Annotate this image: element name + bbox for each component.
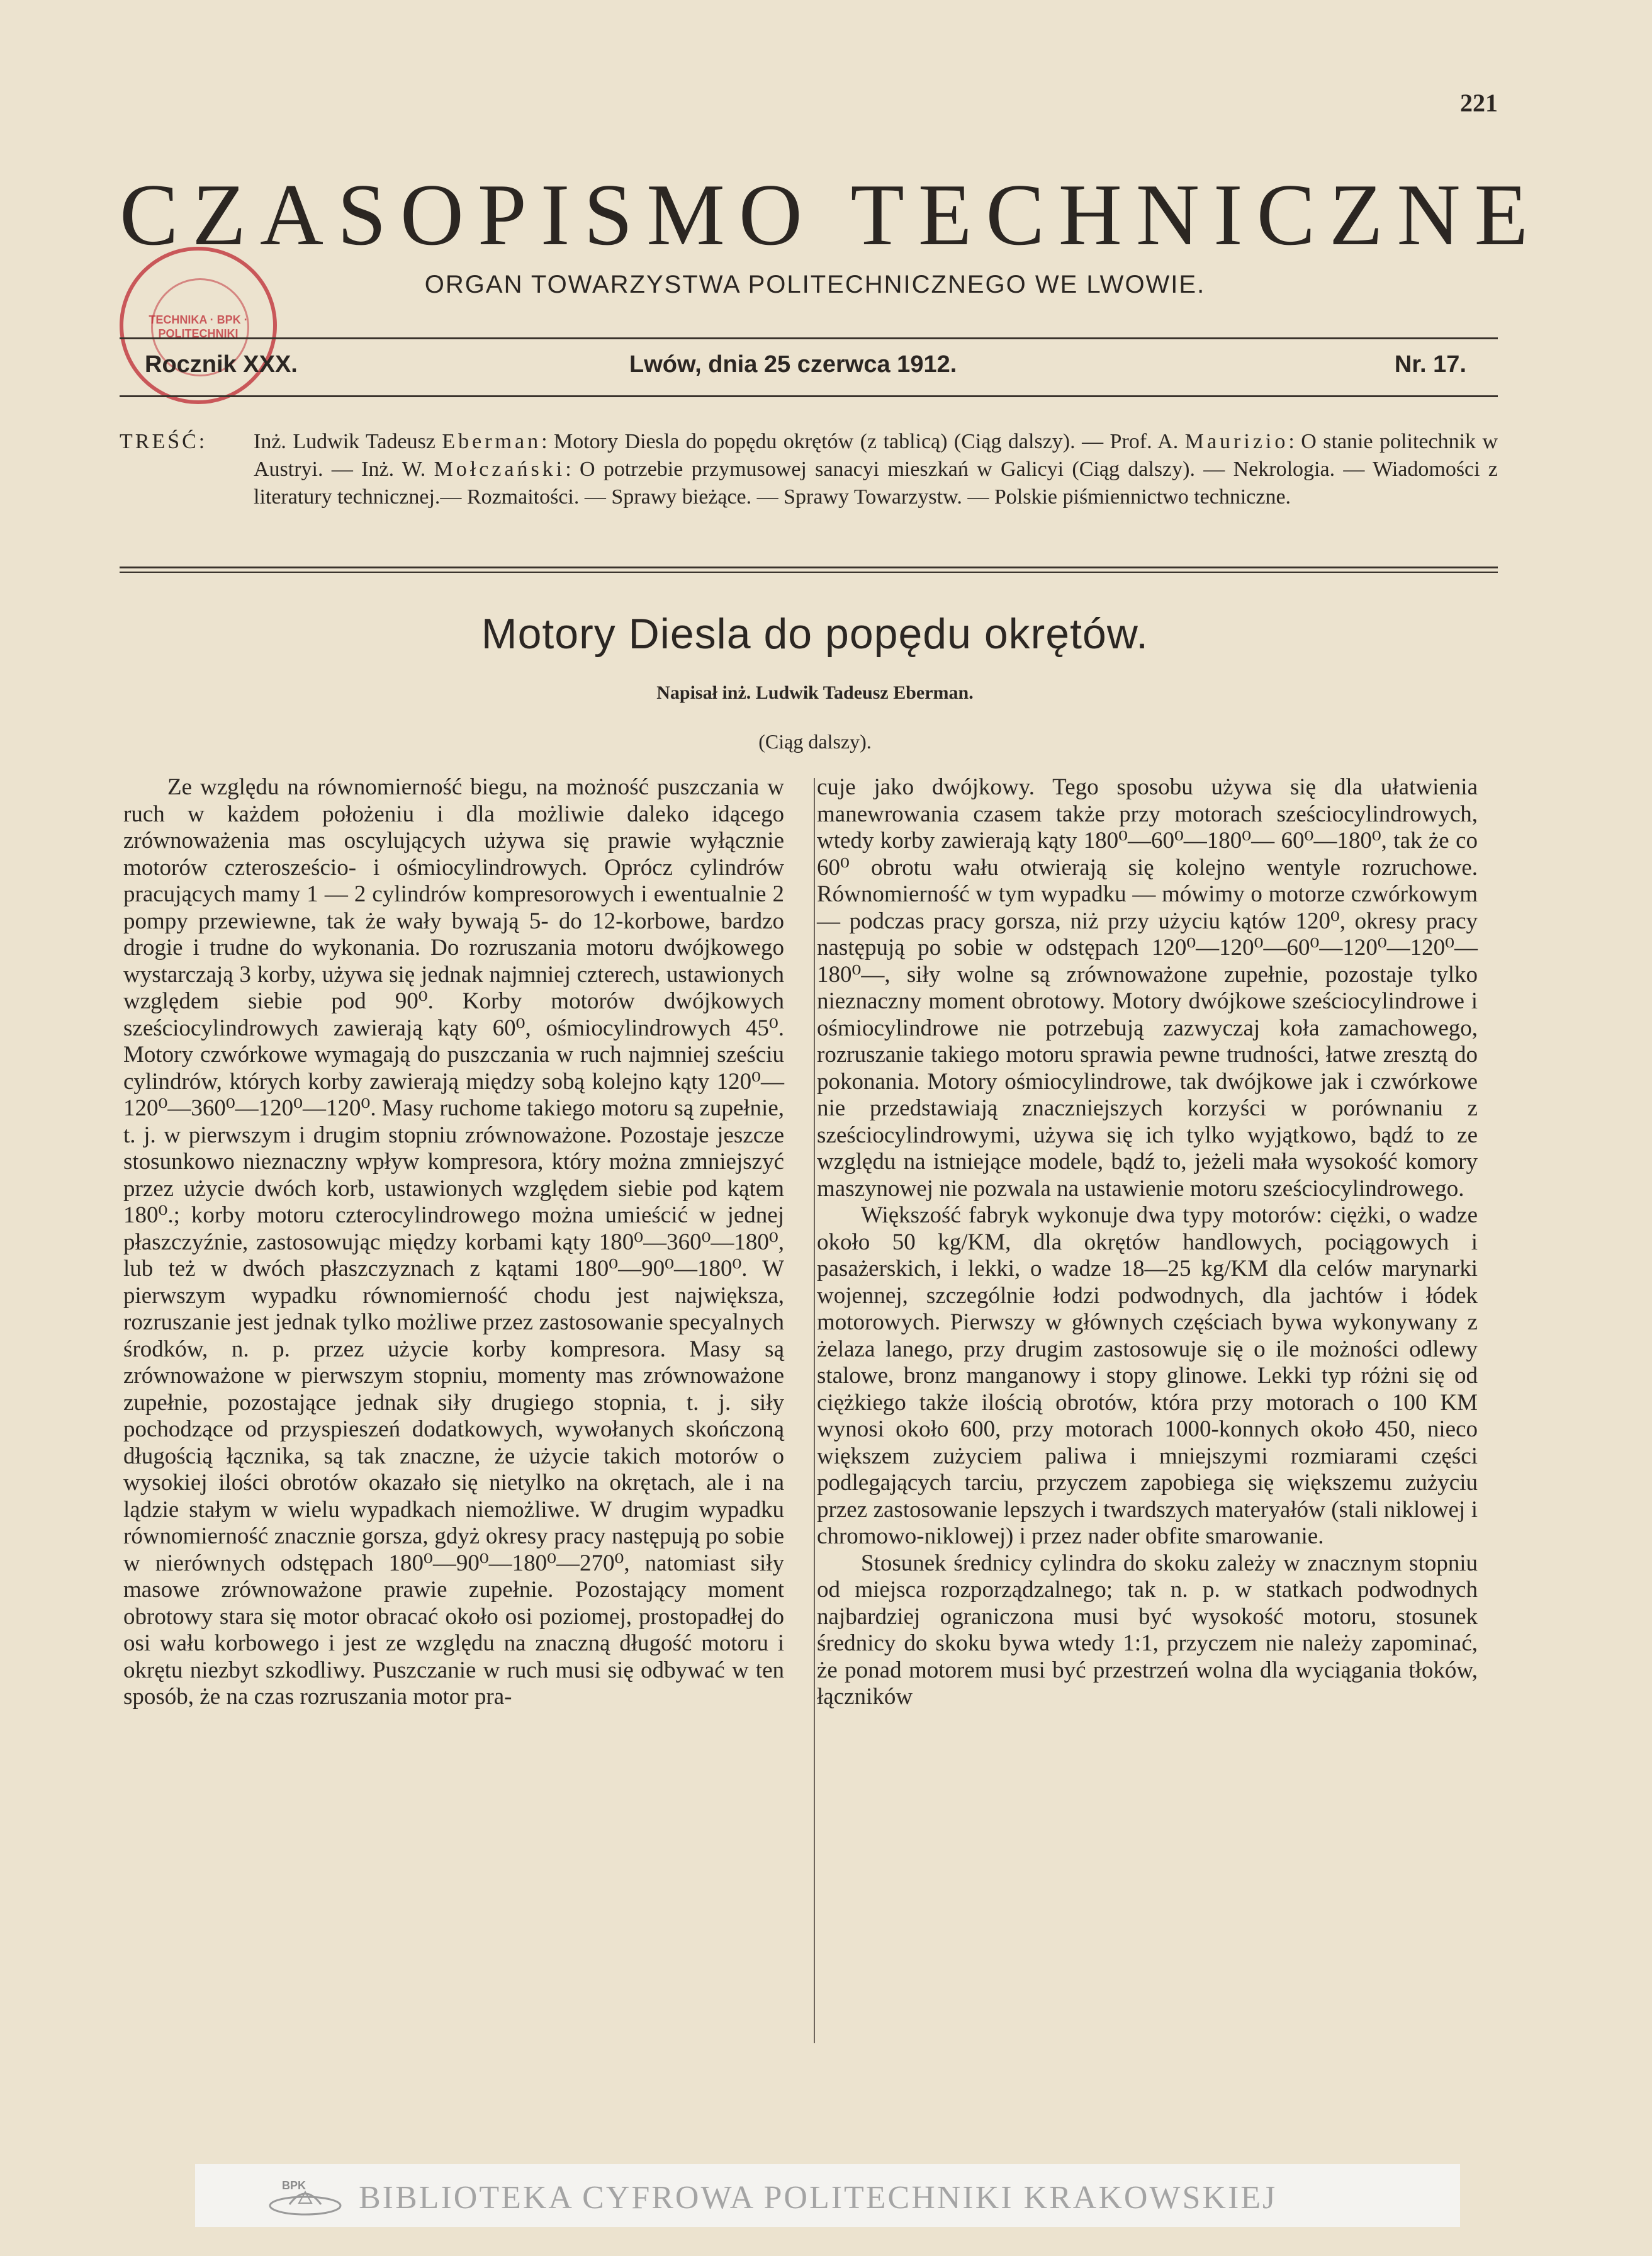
toc-entry-prefix: Inż. W. <box>361 458 426 481</box>
toc-entry-author: Eberman <box>442 430 542 453</box>
article-title: Motory Diesla do popędu okrętów. <box>481 610 1149 658</box>
page-number: 221 <box>1460 89 1498 117</box>
toc-entry-title: : O potrzebie przymusowej sanacyi mieszkań w Galicyi (Ciąg dalszy). — <box>565 458 1225 481</box>
toc-label: TREŚĆ: <box>120 430 208 453</box>
paragraph: Ze względu na równomierność biegu, na możność puszczania w ruch w każdem położeniu i dla możliwie daleko idącego zrównoważenia mas oscylujących używa się prawie wyłącznie motorów czterosześcio- i ośmiocylindrowych. Oprócz cylindrów pracujących mamy 1 — 2 cylindrów kompresorowych i ewentualnie 2 pompy przewiewne, tak że wały bywają 5- do 12-korbowe, bardzo drogie i trudne do wykonania. Do rozruszania motoru dwójkowego wystarczają 3 korby, używa się jednak najmniej czterech, ustawionych względem siebie pod 90⁰. Korby motorów dwójkowych sześciocylindrowych zawierają kąty 60⁰, ośmiocylindrowych 45⁰. Motory czwórkowe wymagają do puszczania w ruch najmniej sześciu cylindrów, których korby zawierają między sobą kolejno kąty 120⁰—120⁰—360⁰—120⁰—120⁰. Masy ruchome takiego motoru są zupełnie, t. j. w pierwszym i drugim stopniu zrównoważone. Pozostaje jeszcze stosunkowo nieznaczny wpływ kompresora, który można zmniejszyć przez użycie dwóch korb, ustawionych względem siebie pod kątem 180⁰.; korby motoru czterocylindrowego można umieścić w jednej płaszczyźnie, zastosowując między korbami kąty 180⁰—360⁰—180⁰, lub też w dwóch płaszczyznach z kątami 180⁰—90⁰—180⁰. W pierwszym wypadku równomierność chodu jest największa, rozruszanie jest jednak tylko możliwe przez zastosowanie specyalnych środków, n. p. przez użycie korby kompresora. Masy są zrównoważone w pierwszym stopniu, momenty mas zrównoważone zupełnie, pozostające jednak siły drugiego stopnia, t. j. siły pochodzące od przyspieszeń dodatkowych, wywołanych skończoną długością łącznika, są tak znaczne, że użycie takich motorów o wysokiej ilości obrotów okazało się nietylko na okrętach, ale i na lądzie stałym w wielu wypadkach niemożliwe. W drugim wypadku równomierność znacznie gorsza, gdyż okresy pracy następują po sobie w nierównych odstępach 180⁰—90⁰—180⁰—270⁰, natomiast siły masowe zrównoważone prawie zupełnie. Pozostający moment obrotowy stara się motor obracać około osi poziomej, prostopadłej do osi wału korbowego i jest ze względu na znaczną długość motoru i okrętu niezbyt szkodliwy. Puszczanie w ruch musi się odbywać w ten sposób, że na czas rozruszania motor pra- <box>123 774 784 1710</box>
paragraph: Większość fabryk wykonuje dwa typy motorów: ciężki, o wadze około 50 kg/KM, dla okrętów handlowych, pociągowych i pasażerskich, i lekki, o wadze 18—25 kg/KM dla celów marynarki wojennej, szczególnie łodzi podwodnych, dla jachtów i łódek motorowych. Pierwszy w głównych częściach bywa wykonywany z żelaza lanego, przy drugim zastosowuje się o ile możności odlewy stalowe, bronz manganowy i stopy glinowe. Lekki typ różni się od ciężkiego także ilością obrotów, która przy motorach o 100 KM wynosi około 600, przy motorach 1000-konnych około 450, nieco większem zużyciem paliwa i mniejszymi rozmiarami części podlegających tarciu, przyczem zapobiega się większemu zużyciu przez zastosowanie lepszych i twardszych materyałów (stali niklowej i chromowo-niklowej) i przez nader obfite smarowanie. <box>817 1202 1478 1549</box>
library-logo-icon <box>264 2179 346 2218</box>
column-divider <box>814 778 815 2043</box>
toc-entry <box>254 430 1103 453</box>
toc-rule-2 <box>120 572 1498 573</box>
table-of-contents <box>120 428 1498 511</box>
paragraph: cuje jako dwójkowy. Tego sposobu używa się dla ułatwienia manewrowania czasem także przy motorach sześciocylindrowych, wtedy korby zawierają kąty 180⁰—60⁰—180⁰— 60⁰—180⁰, tak że co 60⁰ obrotu wału otwierają się kolejno wentyle rozruchowe. Równomierność w tym wypadku — mówimy o motorze czwórkowym — podczas pracy gorsza, niż przy użyciu kątów 120⁰, okresy pracy następują po sobie w odstępach 120⁰—120⁰—60⁰—120⁰—120⁰—180⁰—, siły wolne są zrównoważone zupełnie, pozostaje tylko nieznaczny moment obrotowy. Motory dwójkowe sześciocylindrowe i ośmiocylindrowe nie potrzebują zazwyczaj koła zamachowego, rozruszanie takiego motoru sprawia pewne trudności, łatwe zresztą do pokonania. Motory ośmiocylindrowe, tak dwójkowe jak i czwórkowe nie przedstawiają znaczniejszych korzyści w porównaniu z sześciocylindrowymi, używa się ich tylko wyjątkowo, bądź to ze względu na istniejące modele, bądź to, jeżeli mała wysokość komory maszynowej nie pozwala na ustawienie motoru sześciocylindrowego. <box>817 774 1478 1202</box>
library-logo-text: BPK <box>282 2179 306 2192</box>
toc-entry-title: : Motory Diesla do popędu okrętów (z tablicą) (Ciąg dalszy). — <box>541 430 1104 453</box>
header-rule-bottom <box>120 395 1498 397</box>
stamp-text: TECHNIKA · BPK · POLITECHNIKI <box>149 313 248 340</box>
toc-entry <box>361 458 1225 481</box>
toc-entry-prefix: Inż. Ludwik Tadeusz <box>254 430 435 453</box>
issue-number: Nr. 17. <box>1394 351 1466 378</box>
toc-entry-prefix: Prof. A. <box>1110 430 1179 453</box>
issue-line <box>145 351 1466 389</box>
toc-entry-author: Maurizio <box>1184 430 1289 453</box>
issue-date: Lwów, dnia 25 czerwca 1912. <box>629 351 957 378</box>
toc-entry-title: : O stanie politechnik w Austryi. — <box>254 430 1498 481</box>
article-continued: (Ciąg dalszy). <box>758 730 872 753</box>
header-rule-top <box>120 337 1498 339</box>
article-byline: Napisał inż. Ludwik Tadeusz Eberman. <box>656 682 974 703</box>
toc-entry-author: Mołczański <box>434 458 566 481</box>
journal-title: CZASOPISMO TECHNICZNE <box>120 166 1542 264</box>
digital-library-footer <box>195 2164 1460 2227</box>
issue-volume: Rocznik XXX. <box>145 351 298 378</box>
toc-rule-1 <box>120 567 1498 568</box>
article-column-right <box>817 774 1478 2058</box>
paragraph: Stosunek średnicy cylindra do skoku zależy w znacznym stopniu od miejsca rozporządzalnego; tak n. p. w statkach podwodnych najbardziej ograniczona musi być wysokość motoru, stosunek średnicy do skoku bywa wtedy 1:1, przyczem nie należy zapominać, że ponad motorem musi być przestrzeń wolna dla wyciągania tłoków, łączników <box>817 1550 1478 1710</box>
library-name: BIBLIOTEKA CYFROWA POLITECHNIKI KRAKOWSKIEJ <box>359 2180 1278 2216</box>
article-column-left <box>123 774 784 2058</box>
toc-body <box>254 428 1498 511</box>
journal-subtitle: ORGAN TOWARZYSTWA POLITECHNICZNEGO WE LWOWIE. <box>424 271 1206 298</box>
toc-tail: Nekrologia. — Wiadomości z literatury technicznej.— Rozmaitości. — Sprawy bieżące. — Sprawy Towarzystw. — Polskie piśmiennictwo techniczne. <box>254 458 1498 509</box>
